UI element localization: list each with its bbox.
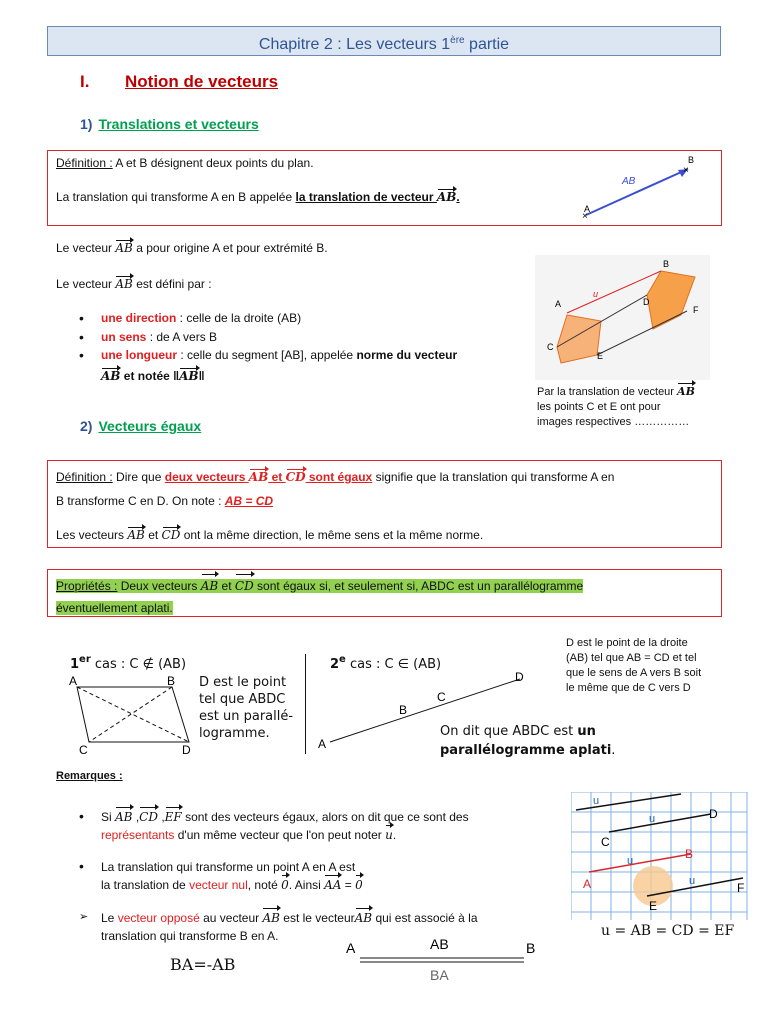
properties-text: Propriétés : Deux vecteurs AB et CD sont égaux si, et seulement si, ABDC est un parallélogramme éventuellement aplati. [56, 575, 583, 619]
case2-description: On dit que ABDC est un parallélogramme aplati. [440, 724, 616, 758]
case2-c: C [437, 690, 446, 704]
grid-u2: u [649, 813, 656, 825]
fig2-label-c: C [547, 342, 554, 352]
def2-line2: B transforme C en D. On note : AB = CD [56, 494, 274, 508]
case1-description: D est le point tel que ABDC est un parallé- logramme. [199, 675, 294, 741]
bottom-b: B [526, 940, 536, 956]
section-number: I. [80, 72, 90, 91]
remark-3: ➢ Le vecteur opposé au vecteur AB est le vecteurAB qui est associé à la translation qui transforme B en A. [79, 911, 478, 943]
bullet-longueur: • une longueur : celle du segment [AB], appelée norme du vecteur [79, 347, 458, 363]
bullet-norme: AB et notée ‖AB‖ [101, 369, 205, 383]
para-defined: Le vecteur AB est défini par : [56, 277, 212, 291]
grid-d: D [709, 807, 718, 821]
case2-d: D [515, 670, 524, 684]
remark-1: • Si AB ,CD ,EF sont des vecteurs égaux, alors on dit que ce sont des représentants d'un même vecteur que l'on peut noter u. [79, 808, 469, 842]
case1-a: A [69, 674, 78, 688]
opposite-figure [342, 935, 542, 985]
grid-u4: u [689, 875, 696, 887]
case1-d: D [182, 743, 191, 757]
remarks-label: Remarques : [56, 770, 123, 782]
case1-c: C [79, 743, 88, 757]
bottom-ba: BA [430, 967, 449, 983]
case2-a: A [318, 737, 327, 751]
def2-line1: Définition : Dire que deux vecteurs AB et CD sont égaux signifie que la translation qui transforme A en [56, 470, 615, 484]
grid-f: F [737, 881, 745, 895]
subsection-2: 2) Vecteurs égaux [80, 418, 202, 434]
grid-equation: u = AB = CD = EF [601, 923, 735, 939]
vector-ab-label: AB [622, 176, 636, 187]
grid-b: B [685, 847, 694, 861]
grid-a: A [583, 877, 592, 891]
grid-u3: u [627, 855, 634, 867]
grid-e: E [649, 899, 658, 913]
bullet-direction: • une direction : celle de la droite (AB) [79, 310, 302, 326]
fig2-vector-u: u [593, 289, 599, 299]
fig2-label-e: E [597, 351, 604, 361]
grid-c: C [601, 835, 610, 849]
case-divider [305, 654, 306, 754]
subsection-1: 1) Translations et vecteurs [80, 116, 259, 132]
point-b-label: B [688, 155, 695, 165]
fig2-label-f: F [693, 305, 699, 315]
note-right: D est le point de la droite (AB) tel que AB = CD et tel que le sens de A vers B soit le même que de C vers D [566, 637, 702, 694]
case2-title: 2e cas : C ∈ (AB) [330, 654, 442, 672]
grid-figure [571, 792, 749, 922]
point-a-label: A [584, 204, 591, 214]
grid-u1: u [593, 795, 600, 807]
def1-line1: Définition : A et B désignent deux points du plan. [56, 156, 314, 170]
opposite-equation: BA=-AB [170, 955, 236, 974]
def2-line3: Les vecteurs AB et CD ont la même direction, le même sens et la même norme. [56, 528, 484, 542]
def1-line2: La translation qui transforme A en B appelée la translation de vecteur AB. [56, 190, 460, 204]
para-origin: Le vecteur AB a pour origine A et pour extrémité B. [56, 241, 328, 255]
case1-title: 1er cas : C ∉ (AB) [70, 654, 187, 672]
svg-text:×: × [582, 211, 588, 222]
section-title: Notion de vecteurs [125, 72, 279, 91]
bottom-ab: AB [430, 936, 449, 952]
remark-2: • La translation qui transforme un point A en A est la translation de vecteur nul, noté 0. Ainsi AA = 0 [79, 858, 363, 892]
fig2-label-d: D [643, 297, 650, 307]
case1-b: B [167, 674, 176, 688]
bullet-sens: • un sens : de A vers B [79, 329, 218, 345]
case1-figure [64, 672, 199, 757]
fig2-caption: Par la translation de vecteur AB les points C et E ont pour images respectives …………… [537, 385, 695, 428]
case2-b: B [399, 703, 408, 717]
fig2-label-b: B [663, 259, 670, 269]
page-title: Chapitre 2 : Les vecteurs 1ère partie [47, 26, 721, 56]
fig2-label-a: A [555, 299, 562, 309]
bottom-a: A [346, 940, 356, 956]
translation-figure [570, 152, 710, 222]
svg-text:×: × [683, 165, 689, 176]
translation-figure-2 [535, 255, 710, 380]
